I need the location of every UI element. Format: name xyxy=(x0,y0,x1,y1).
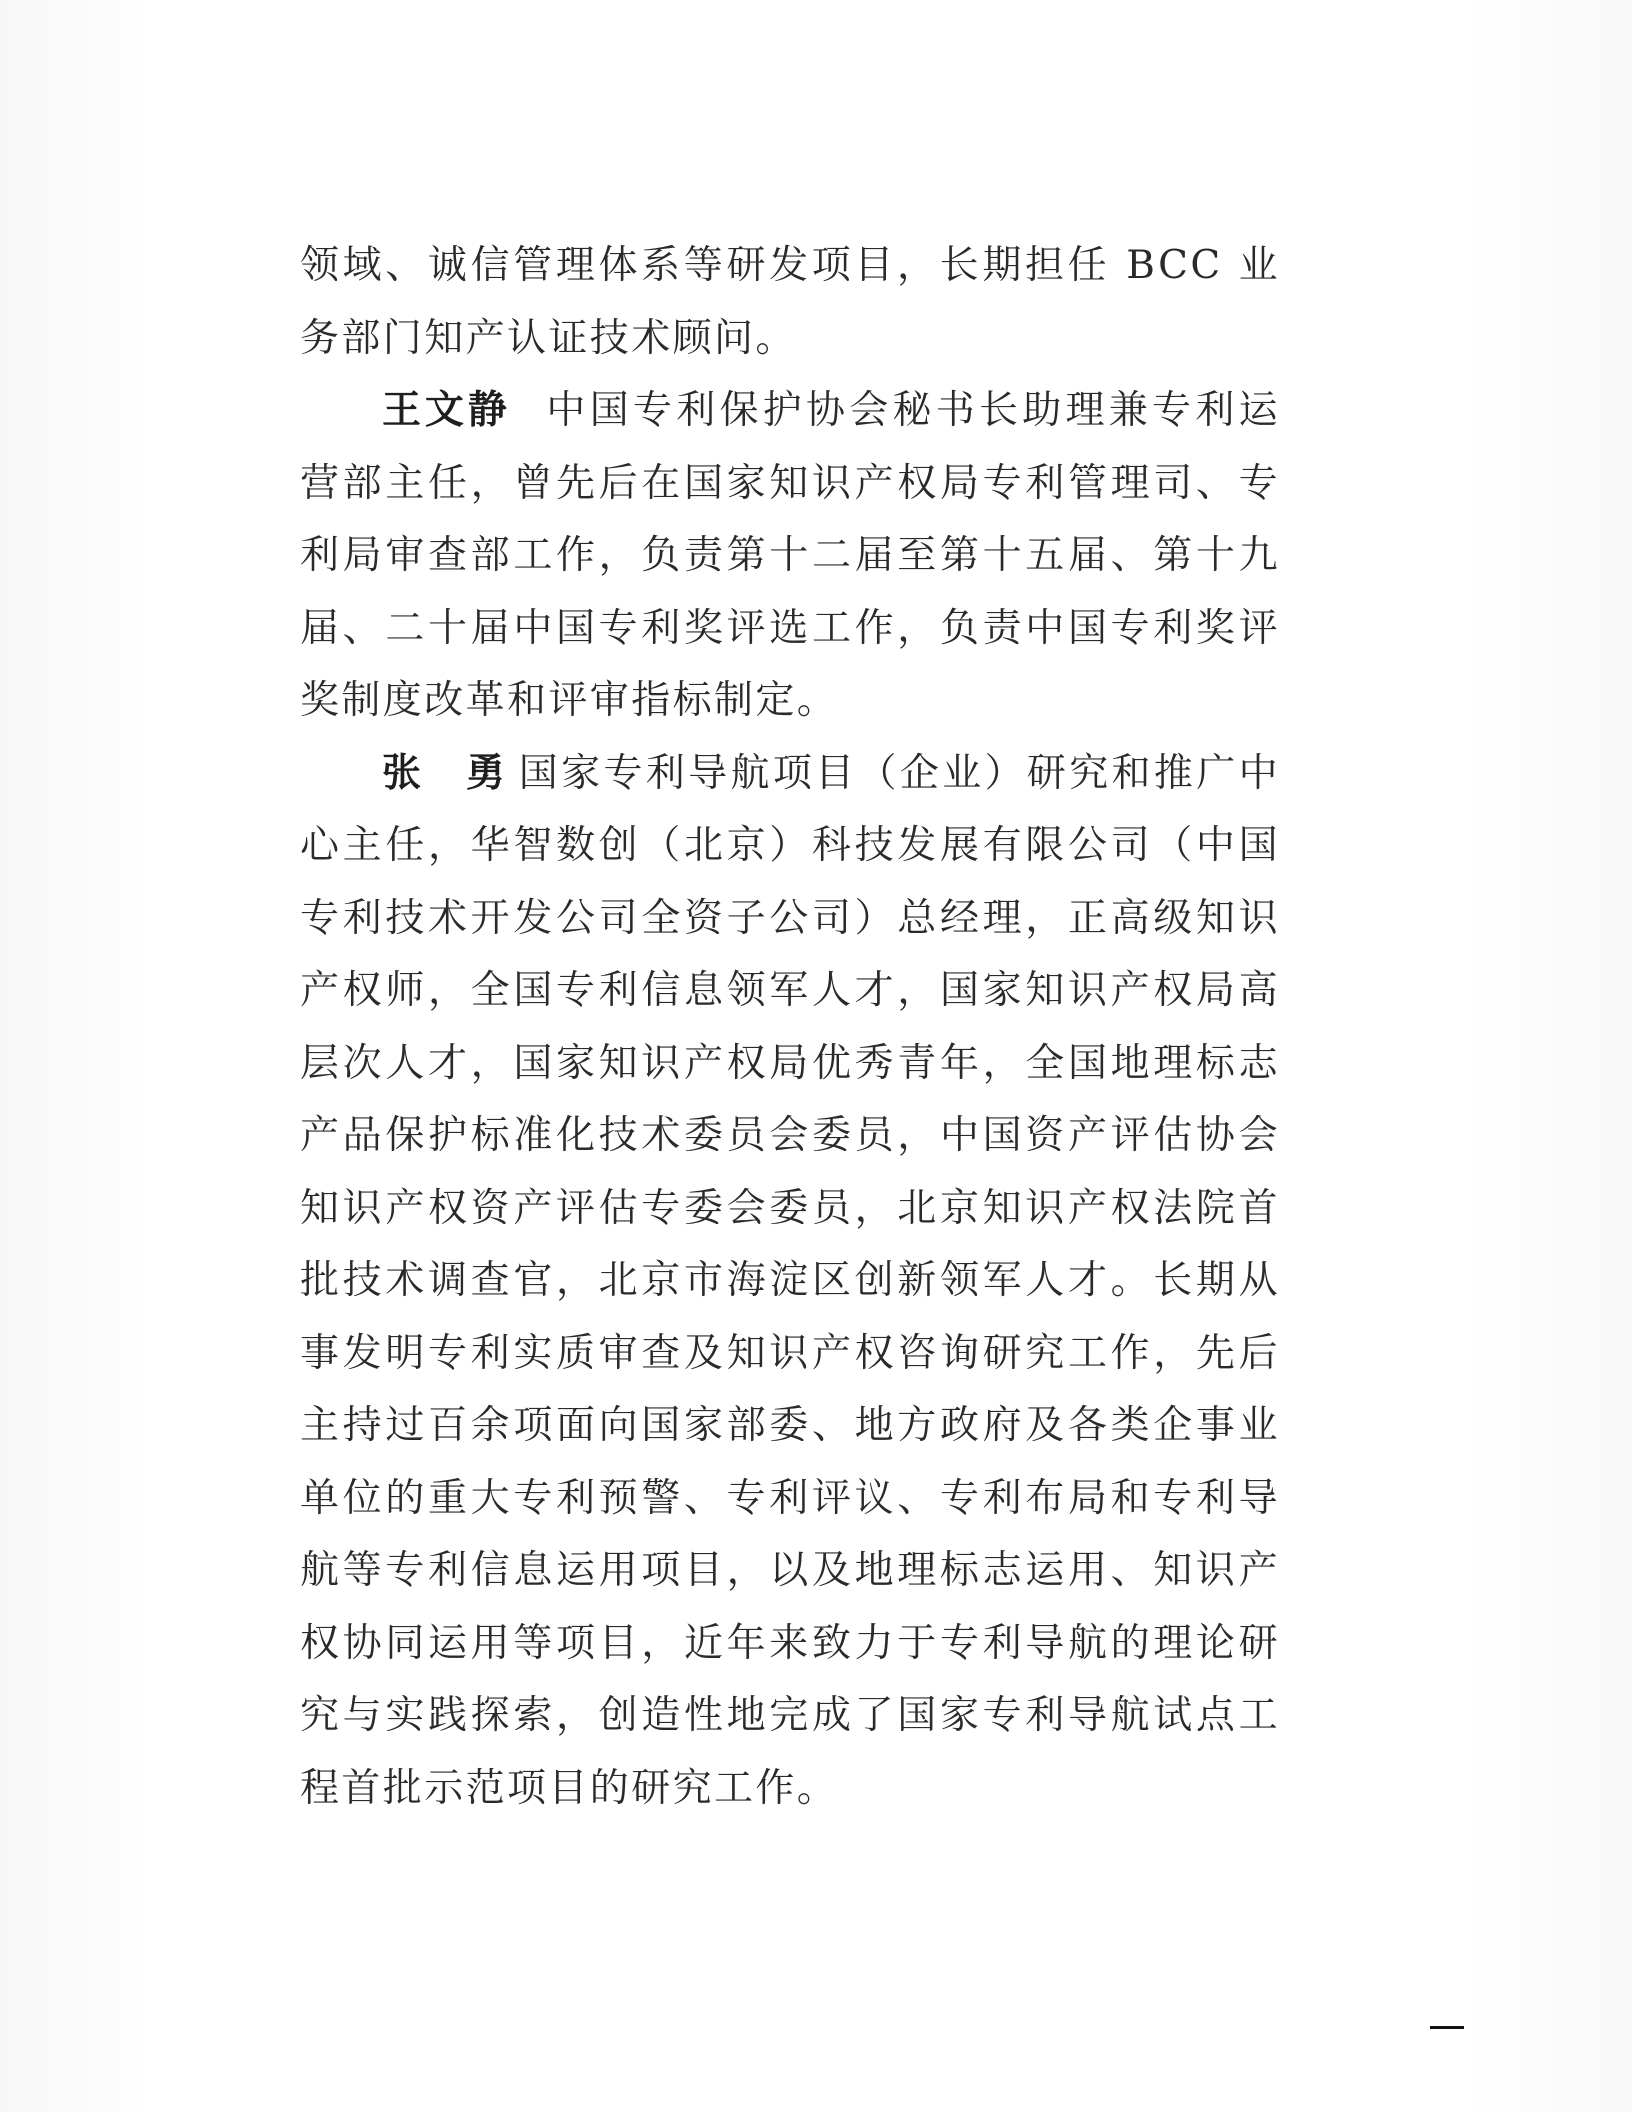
paragraph-text: 领域、诚信管理体系等研发项目，长期担任 BCC 业务部门知产认证技术顾问。 xyxy=(300,243,1280,361)
page-corner-mark xyxy=(1430,2026,1464,2029)
document-body xyxy=(300,230,1280,1825)
paragraph-continuation xyxy=(300,230,1280,375)
person-name: 张 勇 xyxy=(382,750,508,796)
paragraph-text: 中国专利保护协会秘书长助理兼专利运营部主任，曾先后在国家知识产权局专利管理司、专利局审查部工作，负责第十二届至第十五届、第十九届、二十届中国专利奖评选工作，负责中国专利奖评奖制度改革和评审指标制定。 xyxy=(300,388,1280,723)
paragraph-bio-wang-wenjing xyxy=(300,375,1280,738)
paragraph-text: 国家专利导航项目（企业）研究和推广中心主任，华智数创（北京）科技发展有限公司（中国专利技术开发公司全资子公司）总经理，正高级知识产权师，全国专利信息领军人才，国家知识产权局高层次人才，国家知识产权局优秀青年，全国地理标志产品保护标准化技术委员会委员，中国资产评估协会知识产权资产评估专委会委员，北京知识产权法院首批技术调查官，北京市海淀区创新领军人才。长期从事发明专利实质审查及知识产权咨询研究工作，先后主持过百余项面向国家部委、地方政府及各类企事业单位的重大专利预警、专利评议、专利布局和专利导航等专利信息运用项目，以及地理标志运用、知识产权协同运用等项目，近年来致力于专利导航的理论研究与实践探索，创造性地完成了国家专利导航试点工程首批示范项目的研究工作。 xyxy=(300,750,1280,1811)
scan-shadow-right xyxy=(1462,0,1632,2112)
paragraph-bio-zhang-yong xyxy=(300,738,1280,1826)
person-name: 王文静 xyxy=(382,388,511,433)
scan-shadow-left xyxy=(0,0,150,2112)
